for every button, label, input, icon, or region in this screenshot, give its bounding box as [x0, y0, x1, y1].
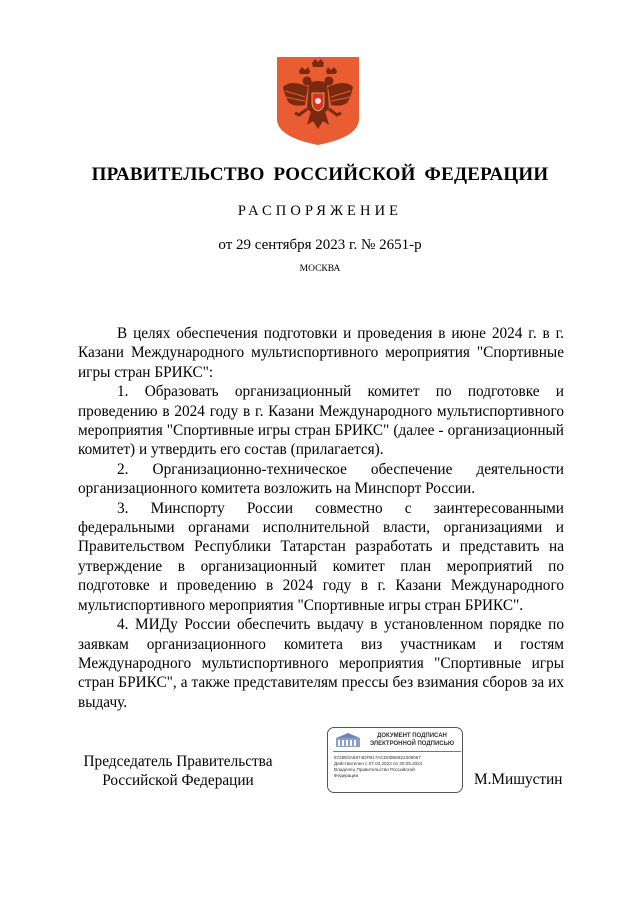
- city-name: МОСКВА: [299, 264, 341, 274]
- stamp-heading-line2: ЭЛЕКТРОННОЙ ПОДПИСЬЮ: [369, 741, 455, 747]
- document-body: [78, 324, 564, 712]
- stamp-validity: Действителен с 07.03.2023 по 30.05.2024: [334, 761, 423, 767]
- stamp-details: [334, 755, 462, 779]
- stamp-owner-line1: Владелец Правительство Российской: [334, 767, 415, 773]
- signatory-title-line2: Российской Федерации: [102, 772, 254, 790]
- paragraph-3: 3. Минспорту России совместно с заинтересованными федеральными органами исполнительной власти, организациями и Правительством Республики Татарстан разработать и представить на утверждение в организационный комитет план мероприятий по подготовке и проведению в 2024 году в г. Казани Международного мультиспортивного мероприятия "Спортивные игры стран БРИКС".: [78, 499, 564, 614]
- signatory-title-line1: Председатель Правительства: [83, 753, 273, 770]
- stamp-heading-line1: ДОКУМЕНТ ПОДПИСАН: [377, 733, 447, 739]
- stamp-certificate: 5725E0A6974DFB17ACD00B8922309057: [334, 755, 421, 760]
- coat-of-arms-icon: [277, 57, 359, 145]
- paragraph-preamble: В целях обеспечения подготовки и проведения в июне 2024 г. в г. Казани Международного мультиспортивного мероприятия "Спортивные игры стран БРИКС":: [78, 325, 564, 381]
- stamp-owner-line2: Федерации: [334, 773, 359, 779]
- document-date-number: от 29 сентября 2023 г. № 2651-р: [218, 237, 422, 253]
- signatory-title: [78, 752, 278, 791]
- document-type: РАСПОРЯЖЕНИЕ: [237, 203, 403, 219]
- signatory-name: М.Мишустин: [474, 771, 563, 788]
- stamp-heading: [364, 732, 460, 748]
- electronic-signature-stamp: [327, 727, 463, 793]
- e-signature-emblem-icon: [335, 732, 361, 748]
- government-title: ПРАВИТЕЛЬСТВО РОССИЙСКОЙ ФЕДЕРАЦИИ: [91, 164, 549, 185]
- paragraph-4: 4. МИДу России обеспечить выдачу в установленном порядке по заявкам организационного комитета виз участникам и гостям Международного мультиспортивного мероприятия "Спортивные игры стран БРИКС", а также представителям прессы без взимания сборов за их выдачу.: [78, 616, 564, 711]
- stamp-divider: [333, 751, 461, 752]
- paragraph-2: 2. Организационно-техническое обеспечение деятельности организационного комитета возложить на Минспорт России.: [78, 460, 564, 498]
- paragraph-1: 1. Образовать организационный комитет по подготовке и проведению в 2024 году в г. Казани Международного мультиспортивного мероприятия "Спортивные игры стран БРИКС" (далее - организационный комитет) и утвердить его состав (прилагается).: [78, 383, 564, 459]
